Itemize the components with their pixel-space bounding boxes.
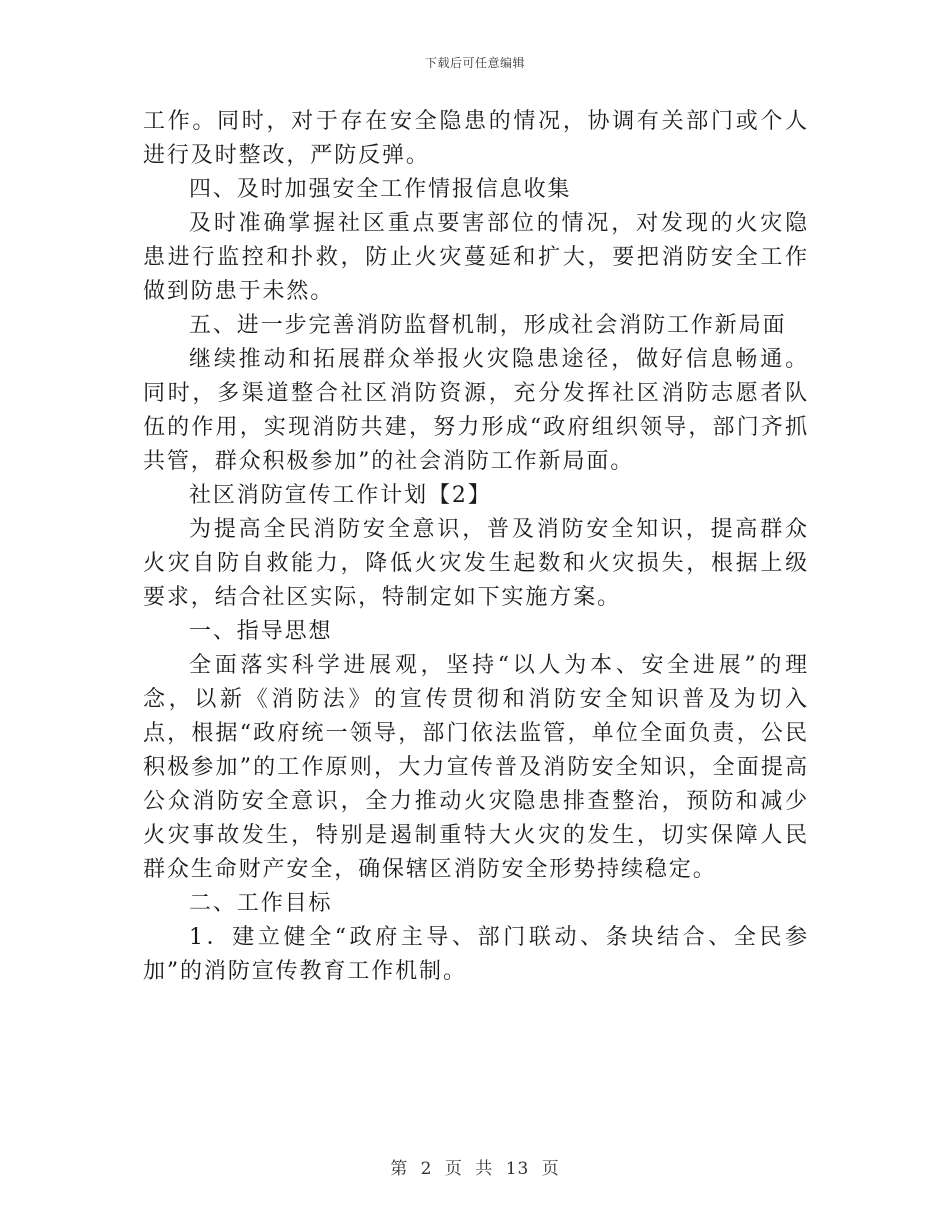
page-header-note: 下载后可任意编辑 bbox=[424, 56, 525, 70]
section-heading: 五、进一步完善消防监督机制，形成社会消防工作新局面 bbox=[189, 313, 787, 338]
paragraph: 全面落实科学进展观，坚持“以人为本、安全进展”的理念，以新《消防法》的宣传贯彻和消防安全知识普及为切入点，根据“政府统一领导，部门依法监管，单位全面负责，公民积极参加”的工作原则，大力宣传普及消防安全知识，全面提高公众消防安全意识，全力推动火灾隐患排查整治，预防和减少火灾事故发生，特别是遏制重特大火灾的发生，切实保障人民群众生命财产安全，确保辖区消防安全形势持续稳定。 bbox=[143, 653, 809, 882]
document-body bbox=[143, 105, 809, 989]
paragraph: 为提高全民消防安全意识，普及消防安全知识，提高群众火灾自防自救能力，降低火灾发生起数和火灾损失，根据上级要求，结合社区实际，特制定如下实施方案。 bbox=[143, 517, 809, 610]
document-subtitle: 社区消防宣传工作计划【2】 bbox=[189, 483, 492, 508]
paragraph: 工作。同时，对于存在安全隐患的情况，协调有关部门或个人进行及时整改，严防反弹。 bbox=[143, 109, 809, 168]
paragraph: 继续推动和拓展群众举报火灾隐患途径，做好信息畅通。同时，多渠道整合社区消防资源，充分发挥社区消防志愿者队伍的作用，实现消防共建，努力形成“政府组织领导，部门齐抓共管，群众积极参加”的社会消防工作新局面。 bbox=[143, 347, 809, 474]
paragraph: 及时准确掌握社区重点要害部位的情况，对发现的火灾隐患进行监控和扑救，防止火灾蔓延和扩大，要把消防安全工作做到防患于未然。 bbox=[143, 211, 809, 304]
list-item: 1．建立健全“政府主导、部门联动、条块结合、全民参加”的消防宣传教育工作机制。 bbox=[143, 925, 809, 984]
page-number: 第 2 页 共 13 页 bbox=[390, 1159, 560, 1179]
section-heading: 四、及时加强安全工作情报信息收集 bbox=[189, 177, 572, 202]
section-heading: 二、工作目标 bbox=[189, 891, 333, 916]
section-heading: 一、指导思想 bbox=[189, 619, 333, 644]
